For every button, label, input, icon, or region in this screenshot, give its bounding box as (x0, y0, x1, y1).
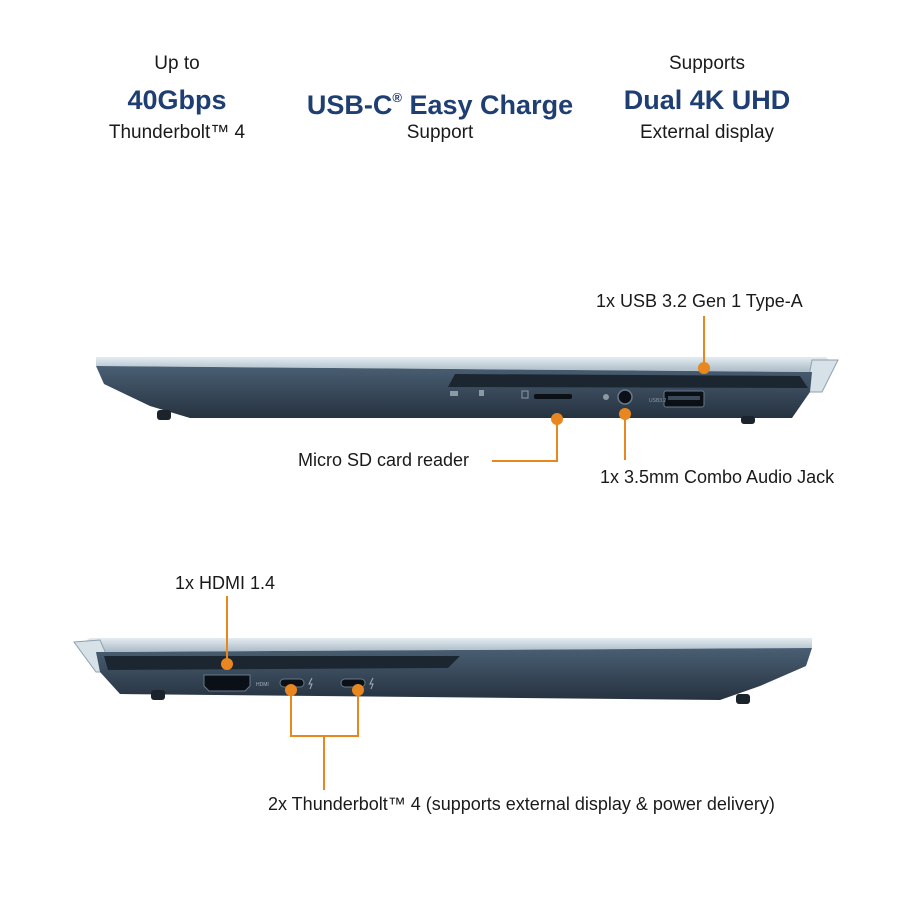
callout-thunderbolt-bracket (291, 692, 358, 736)
label-usb-a: 1x USB 3.2 Gen 1 Type-A (596, 291, 803, 311)
callout-dot (352, 684, 364, 696)
led-icon (479, 390, 484, 396)
rubber-foot (741, 416, 755, 424)
audio-jack-port (618, 390, 632, 404)
feature-post-text: Support (406, 122, 474, 143)
rubber-foot (157, 410, 171, 420)
label-thunderbolt: 2x Thunderbolt™ 4 (supports external display & power delivery) (268, 794, 775, 814)
label-audio-jack: 1x 3.5mm Combo Audio Jack (600, 467, 835, 487)
callout-dot (221, 658, 233, 670)
laptop-left-side (74, 638, 812, 704)
label-hdmi: 1x HDMI 1.4 (175, 573, 276, 593)
feature-pre-text: Supports (668, 53, 746, 74)
feature-pre-text: Up to (154, 53, 200, 74)
laptop-right-side (96, 357, 838, 424)
callout-sd-line (492, 421, 557, 461)
feature-post-text: Thunderbolt™ 4 (108, 122, 246, 143)
feature-post-text: External display (639, 122, 775, 143)
sd-card-slot (534, 394, 572, 399)
body-slot (104, 656, 460, 670)
feature-headline: Dual 4K UHD (623, 85, 791, 115)
hdmi-port-label: HDMI (256, 682, 269, 688)
callout-dot (698, 362, 710, 374)
label-sd-reader: Micro SD card reader (298, 450, 470, 470)
laptop-body (96, 648, 812, 700)
headset-icon (603, 394, 609, 400)
led-icon (450, 391, 458, 396)
feature-headline-main: USB-C (306, 90, 393, 120)
feature-headline: 40Gbps (127, 85, 227, 115)
rubber-foot (736, 694, 750, 704)
callout-dot (551, 413, 563, 425)
registered-mark: ® (392, 90, 402, 105)
callout-dot (285, 684, 297, 696)
rubber-foot (151, 690, 165, 700)
hdmi-port (204, 675, 250, 691)
usb-port-label: USB3.2 (649, 398, 667, 404)
body-slot (448, 374, 808, 388)
feature-headline-rest: Easy Charge (402, 90, 574, 120)
callout-dot (619, 408, 631, 420)
usb-a-port-tongue (668, 396, 700, 400)
